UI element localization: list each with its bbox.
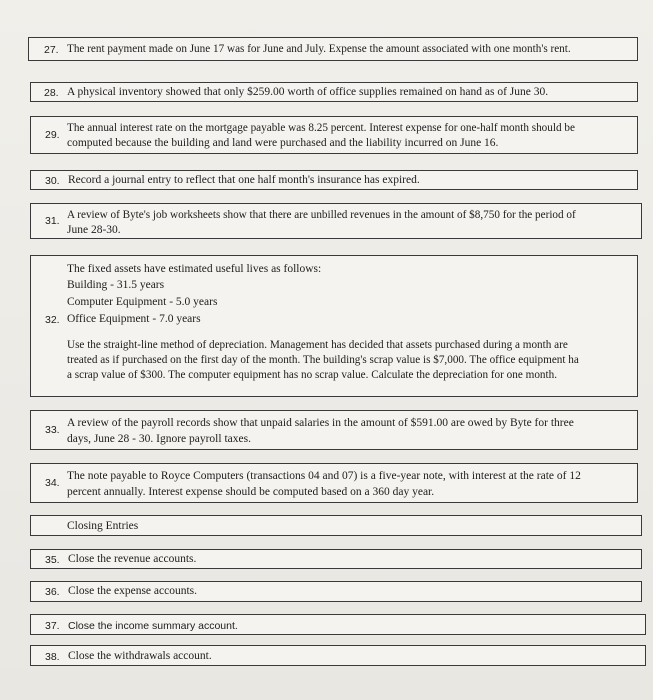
item-33-box: [30, 410, 638, 450]
item-36-text: Close the expense accounts.: [68, 585, 198, 597]
item-32-paragraph-line-1: Use the straight-line method of depreciation. Management has decided that assets purchased during a month are: [67, 339, 568, 351]
item-32-intro: The fixed assets have estimated useful lives as follows:: [67, 263, 322, 275]
item-28-box: [30, 82, 638, 102]
item-35-text: Close the revenue accounts.: [68, 553, 197, 565]
item-32-box: [30, 255, 638, 397]
item-34-line-2: percent annually. Interest expense should be computed based on a 360 day year.: [67, 486, 435, 498]
item-33-line-1: A review of the payroll records show that unpaid salaries in the amount of $591.00 are owed by Byte for three: [67, 417, 574, 429]
item-32-paragraph-line-2: treated as if purchased on the first day of the month. The building's scrap value is $7,000. The office equipment ha: [67, 354, 579, 366]
item-28-text: A physical inventory showed that only $259.00 worth of office supplies remained on hand as of June 30.: [67, 86, 549, 98]
item-29-line-1: The annual interest rate on the mortgage payable was 8.25 percent. Interest expense for one-half month should be: [67, 122, 575, 134]
item-31-line-2: June 28-30.: [67, 224, 121, 236]
item-32-number: 32.: [45, 314, 60, 326]
item-38-number: 38.: [45, 651, 60, 663]
item-37-number: 37.: [45, 620, 60, 632]
item-36-box: [30, 581, 642, 602]
item-27-text: The rent payment made on June 17 was for June and July. Expense the amount associated with one month's rent.: [67, 43, 571, 55]
item-30-text: Record a journal entry to reflect that one half month's insurance has expired.: [68, 174, 420, 186]
closing-entries-heading: Closing Entries: [67, 520, 139, 532]
item-38-box: [30, 645, 646, 666]
item-36-number: 36.: [45, 586, 60, 598]
item-28-number: 28.: [44, 87, 59, 99]
item-32-asset-office: Office Equipment - 7.0 years: [67, 313, 201, 325]
item-31-box: [30, 203, 642, 239]
item-32-paragraph-line-3: a scrap value of $300. The computer equipment has no scrap value. Calculate the depreciation for one month.: [67, 369, 558, 381]
item-34-line-1: The note payable to Royce Computers (transactions 04 and 07) is a five-year note, with interest at the rate of 12: [67, 470, 581, 482]
item-32-asset-computer: Computer Equipment - 5.0 years: [67, 296, 218, 308]
item-34-box: [30, 463, 638, 503]
item-29-number: 29.: [45, 129, 60, 141]
item-29-box: [30, 116, 638, 154]
item-37-box: [30, 614, 646, 635]
item-27-number: 27.: [44, 44, 59, 56]
item-38-text: Close the withdrawals account.: [68, 650, 212, 662]
item-30-number: 30.: [45, 175, 60, 187]
item-35-box: [30, 549, 642, 569]
closing-entries-heading-box: [30, 515, 642, 536]
item-31-line-1: A review of Byte's job worksheets show that there are unbilled revenues in the amount of $8,750 for the period of: [67, 209, 576, 221]
item-34-number: 34.: [45, 477, 60, 489]
item-33-line-2: days, June 28 - 30. Ignore payroll taxes.: [67, 433, 251, 445]
item-35-number: 35.: [45, 554, 60, 566]
item-31-number: 31.: [45, 215, 60, 227]
item-33-number: 33.: [45, 424, 60, 436]
item-32-asset-building: Building - 31.5 years: [67, 279, 165, 291]
item-37-text: Close the income summary account.: [68, 620, 238, 632]
item-30-box: [30, 170, 638, 190]
item-27-box: [28, 37, 638, 61]
item-29-line-2: computed because the building and land were purchased and the liability incurred on June 16.: [67, 137, 499, 149]
